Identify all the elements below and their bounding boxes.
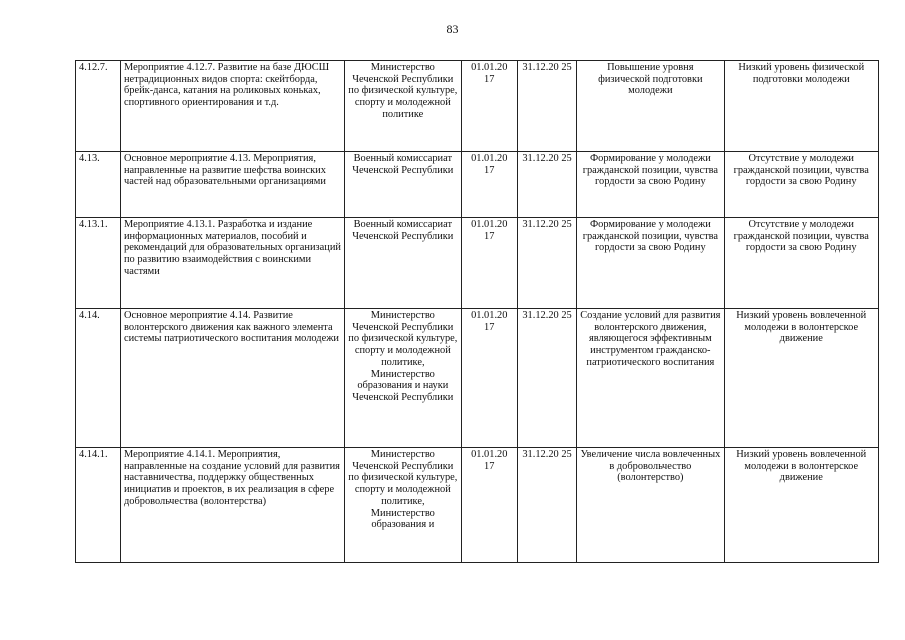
non-implementation-consequence: Отсутствие у молодежи гражданской позиции, чувства гордости за свою Родину — [724, 218, 879, 309]
table-row — [76, 152, 879, 218]
non-implementation-consequence: Отсутствие у молодежи гражданской позиции, чувства гордости за свою Родину — [724, 152, 879, 218]
responsible-executor: Министерство Чеченской Республики по физической культуре, спорту и молодежной политике — [345, 61, 462, 152]
start-date: 01.01.20 17 — [461, 61, 517, 152]
expected-result: Формирование у молодежи гражданской позиции, чувства гордости за свою Родину — [577, 218, 724, 309]
row-number: 4.12.7. — [76, 61, 121, 152]
table-row — [76, 218, 879, 309]
table-row — [76, 309, 879, 448]
non-implementation-consequence: Низкий уровень вовлеченной молодежи в волонтерское движение — [724, 448, 879, 563]
activities-table — [75, 60, 879, 563]
expected-result: Формирование у молодежи гражданской позиции, чувства гордости за свою Родину — [577, 152, 724, 218]
responsible-executor: Министерство Чеченской Республики по физической культуре, спорту и молодежной политике, Министерство образования и — [345, 448, 462, 563]
end-date: 31.12.20 25 — [517, 309, 576, 448]
table-row — [76, 61, 879, 152]
end-date: 31.12.20 25 — [517, 152, 576, 218]
page-number: 83 — [446, 22, 459, 36]
non-implementation-consequence: Низкий уровень физической подготовки молодежи — [724, 61, 879, 152]
activity-name: Мероприятие 4.13.1. Разработка и издание информационных материалов, пособий и рекомендаций для образовательных организаций по развитию взаимодействия с воинскими частями — [121, 218, 345, 309]
non-implementation-consequence: Низкий уровень вовлеченной молодежи в волонтерское движение — [724, 309, 879, 448]
expected-result: Повышение уровня физической подготовки молодежи — [577, 61, 724, 152]
table-row — [76, 448, 879, 563]
activity-name: Мероприятие 4.12.7. Развитие на базе ДЮСШ нетрадиционных видов спорта: скейтборда, брейк-данса, катания на роликовых коньках, спортивного ориентирования и т.д. — [121, 61, 345, 152]
responsible-executor: Военный комиссариат Чеченской Республики — [345, 152, 462, 218]
start-date: 01.01.20 17 — [461, 218, 517, 309]
end-date: 31.12.20 25 — [517, 448, 576, 563]
start-date: 01.01.20 17 — [461, 309, 517, 448]
activity-name: Основное мероприятие 4.14. Развитие волонтерского движения как важного элемента системы патриотического воспитания молодежи — [121, 309, 345, 448]
responsible-executor: Военный комиссариат Чеченской Республики — [345, 218, 462, 309]
start-date: 01.01.20 17 — [461, 152, 517, 218]
row-number: 4.13. — [76, 152, 121, 218]
expected-result: Увеличение числа вовлеченных в добровольчество (волонтерство) — [577, 448, 724, 563]
start-date: 01.01.20 17 — [461, 448, 517, 563]
expected-result: Создание условий для развития волонтерского движения, являющегося эффективным инструментом гражданско-патриотического воспитания — [577, 309, 724, 448]
end-date: 31.12.20 25 — [517, 61, 576, 152]
activity-name: Основное мероприятие 4.13. Мероприятия, направленные на развитие шефства воинских частей над образовательными организациями — [121, 152, 345, 218]
row-number: 4.13.1. — [76, 218, 121, 309]
responsible-executor: Министерство Чеченской Республики по физической культуре, спорту и молодежной политике, Министерство образования и науки Чеченской Республики — [345, 309, 462, 448]
end-date: 31.12.20 25 — [517, 218, 576, 309]
row-number: 4.14. — [76, 309, 121, 448]
activity-name: Мероприятие 4.14.1. Мероприятия, направленные на создание условий для развития наставничества, поддержку общественных инициатив и проектов, в их реализация в сфере добровольчества (волонтерства) — [121, 448, 345, 563]
row-number: 4.14.1. — [76, 448, 121, 563]
